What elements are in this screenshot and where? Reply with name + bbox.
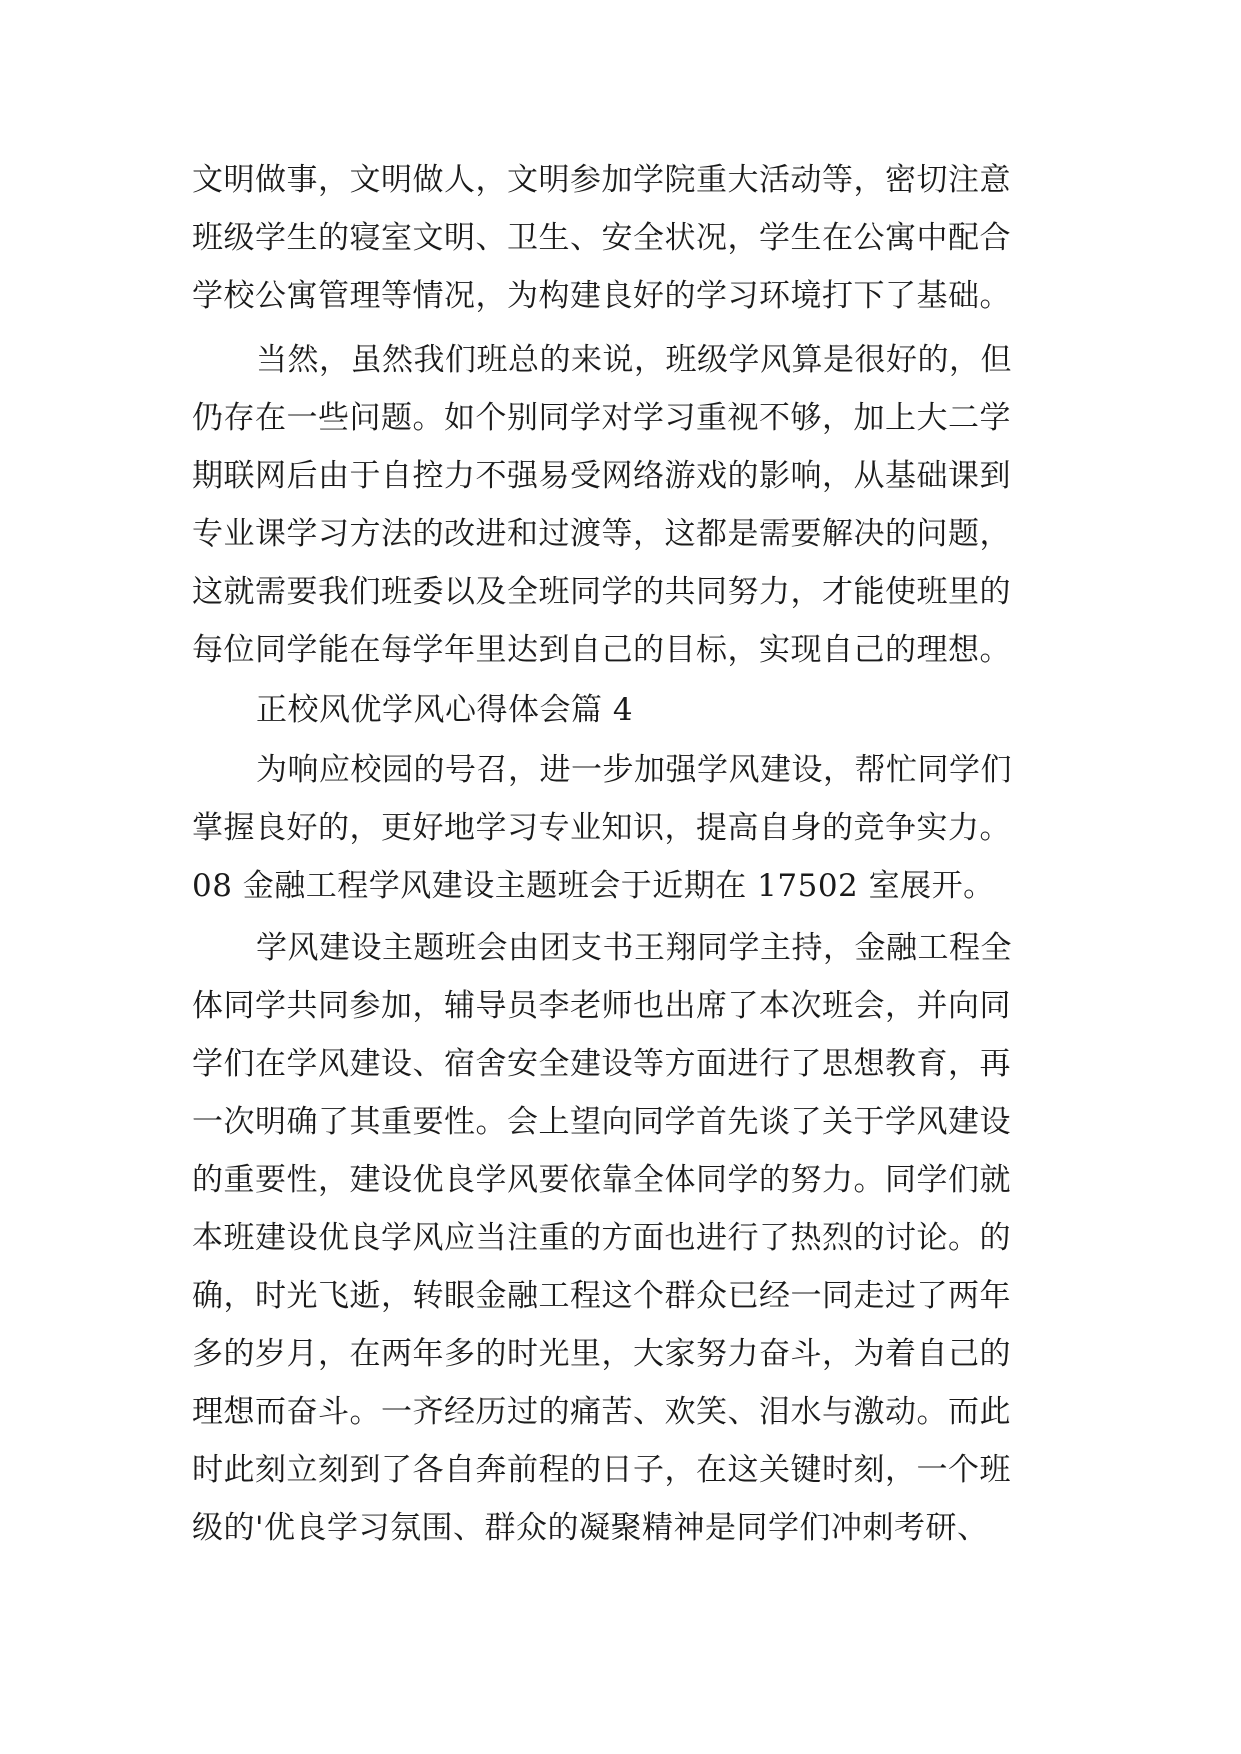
text-line-6: 期联网后由于自控力不强易受网络游戏的影响，从基础课到 — [192, 458, 1011, 494]
text-line-11: 为响应校园的号召，进一步加强学风建设，帮忙同学们 — [256, 752, 1012, 788]
text-line-24: 级的'优良学习氛围、群众的凝聚精神是同学们冲刺考研、 — [192, 1510, 989, 1546]
text-line-23: 时此刻立刻到了各自奔前程的日子，在这关键时刻，一个班 — [192, 1452, 1011, 1488]
text-line-19: 本班建设优良学风应当注重的方面也进行了热烈的讨论。的 — [192, 1220, 1011, 1256]
text-line-20: 确，时光飞逝，转眼金融工程这个群众已经一同走过了两年 — [192, 1278, 1011, 1314]
text-line-8: 这就需要我们班委以及全班同学的共同努力，才能使班里的 — [192, 574, 1011, 610]
text-line-14: 学风建设主题班会由团支书王翔同学主持，金融工程全 — [256, 930, 1012, 966]
text-line-21: 多的岁月，在两年多的时光里，大家努力奋斗，为着自己的 — [192, 1336, 1011, 1372]
text-line-15: 体同学共同参加，辅导员李老师也出席了本次班会，并向同 — [192, 988, 1011, 1024]
text-line-18: 的重要性，建设优良学风要依靠全体同学的努力。同学们就 — [192, 1162, 1011, 1198]
text-line-5: 仍存在一些问题。如个别同学对学习重视不够，加上大二学 — [192, 400, 1011, 436]
text-line-2: 班级学生的寝室文明、卫生、安全状况，学生在公寓中配合 — [192, 220, 1011, 256]
text-line-17: 一次明确了其重要性。会上望向同学首先谈了关于学风建设 — [192, 1104, 1011, 1140]
text-line-9: 每位同学能在每学年里达到自己的目标，实现自己的理想。 — [192, 632, 1011, 668]
text-line-13: 08 金融工程学风建设主题班会于近期在 17502 室展开。 — [192, 868, 995, 904]
text-line-22: 理想而奋斗。一齐经历过的痛苦、欢笑、泪水与激动。而此 — [192, 1394, 1011, 1430]
text-line-4: 当然，虽然我们班总的来说，班级学风算是很好的，但 — [256, 342, 1012, 378]
text-line-7: 专业课学习方法的改进和过渡等，这都是需要解决的问题， — [192, 516, 1011, 552]
text-line-12: 掌握良好的，更好地学习专业知识，提高自身的竞争实力。 — [192, 810, 1011, 846]
text-line-3: 学校公寓管理等情况，为构建良好的学习环境打下了基础。 — [192, 278, 1011, 314]
text-line-1: 文明做事，文明做人，文明参加学院重大活动等，密切注意 — [192, 162, 1011, 198]
text-line-16: 学们在学风建设、宿舍安全建设等方面进行了思想教育，再 — [192, 1046, 1011, 1082]
section-heading: 正校风优学风心得体会篇 4 — [256, 692, 634, 728]
